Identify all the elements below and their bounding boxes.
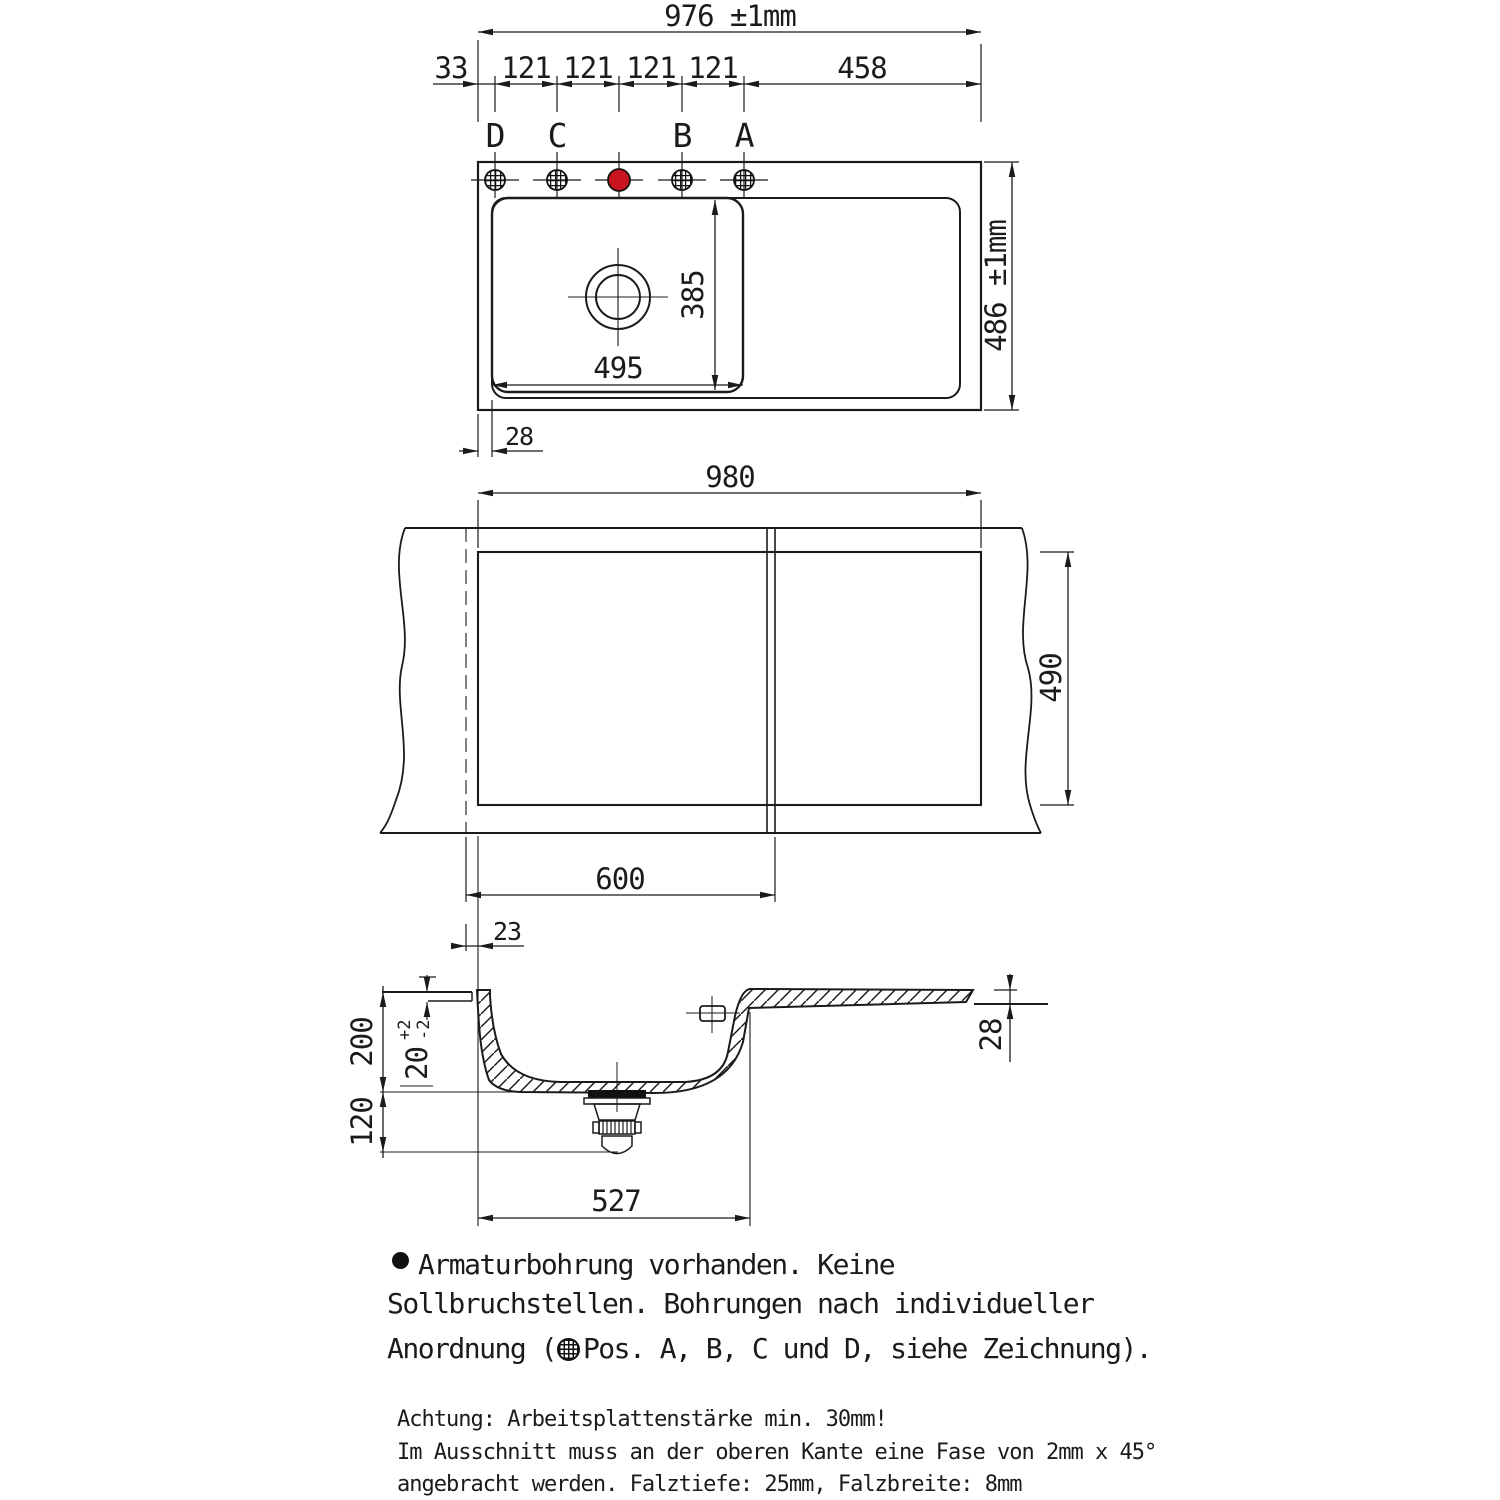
sink-rim-outline (492, 198, 960, 398)
note-line-3a: Anordnung ( (387, 1332, 556, 1365)
dim-rim-tol-minus: -2 (414, 1019, 434, 1040)
installation-view (380, 460, 1074, 1226)
dim-offset-121a: 121 (501, 51, 551, 85)
dim-offset-121c: 121 (626, 51, 676, 85)
note-line-3 (387, 1332, 1151, 1365)
dim-offset-121b: 121 (563, 51, 613, 85)
dim-rim-height: 20 (400, 1047, 434, 1080)
dim-rim-offset: 28 (504, 422, 534, 451)
drain-mark (568, 248, 668, 346)
sink-section-profile (477, 989, 973, 1093)
drain-assembly (584, 1062, 650, 1154)
top-view (433, 0, 1019, 457)
dim-front-offset: 23 (492, 917, 522, 946)
bullet-icon (392, 1252, 409, 1269)
drain-flange (588, 1090, 646, 1098)
note-line-2: Sollbruchstellen. Bohrungen nach individueller (387, 1287, 1094, 1320)
dim-cutout-width: 980 (705, 460, 755, 494)
dim-bowl-depth: 200 (345, 1017, 379, 1067)
dim-offset-458: 458 (837, 51, 887, 85)
hole-label-d: D (485, 116, 505, 155)
hole-label-a: A (734, 116, 754, 155)
dim-basin-length: 385 (676, 270, 710, 320)
tap-holes (471, 152, 768, 198)
hole-position-icon (557, 1338, 580, 1361)
hole-label-b: B (672, 116, 692, 155)
tap-hole-c (533, 152, 581, 198)
warning-line-1: Achtung: Arbeitsplattenstärke min. 30mm! (397, 1407, 887, 1432)
note-line-1: Armaturbohrung vorhanden. Keine (418, 1248, 895, 1281)
dim-cutout-depth: 490 (1034, 653, 1068, 703)
dim-total-width: 976 ±1mm (664, 0, 796, 33)
tap-hole-a (720, 152, 768, 198)
note-line-3b: Pos. A, B, C und D, siehe Zeichnung). (582, 1332, 1152, 1365)
dim-total-depth: 486 ±1mm (979, 220, 1013, 352)
dim-rim-tol-plus: +2 (395, 1019, 415, 1040)
warning-line-2: Im Ausschnitt muss an der oberen Kante eine Fase von 2mm x 45° (397, 1440, 1157, 1465)
dim-basin-width: 495 (593, 351, 643, 385)
tap-hole-drilled-red (595, 152, 643, 198)
dim-offset-33: 33 (434, 51, 468, 85)
dim-drain-clearance: 120 (345, 1097, 379, 1147)
dim-offset-121d: 121 (688, 51, 738, 85)
hole-label-c: C (547, 116, 567, 155)
warning-line-3: angebracht werden. Falztiefe: 25mm, Falzbreite: 8mm (397, 1472, 1022, 1497)
tap-hole-b (658, 152, 706, 198)
break-edge-left (380, 528, 405, 833)
section-view (345, 974, 1048, 1226)
dim-cabinet-width: 600 (595, 862, 645, 896)
dim-edge-thickness: 28 (974, 1018, 1008, 1052)
dim-bowl-width: 527 (591, 1184, 641, 1218)
cutout-outline (478, 552, 981, 805)
